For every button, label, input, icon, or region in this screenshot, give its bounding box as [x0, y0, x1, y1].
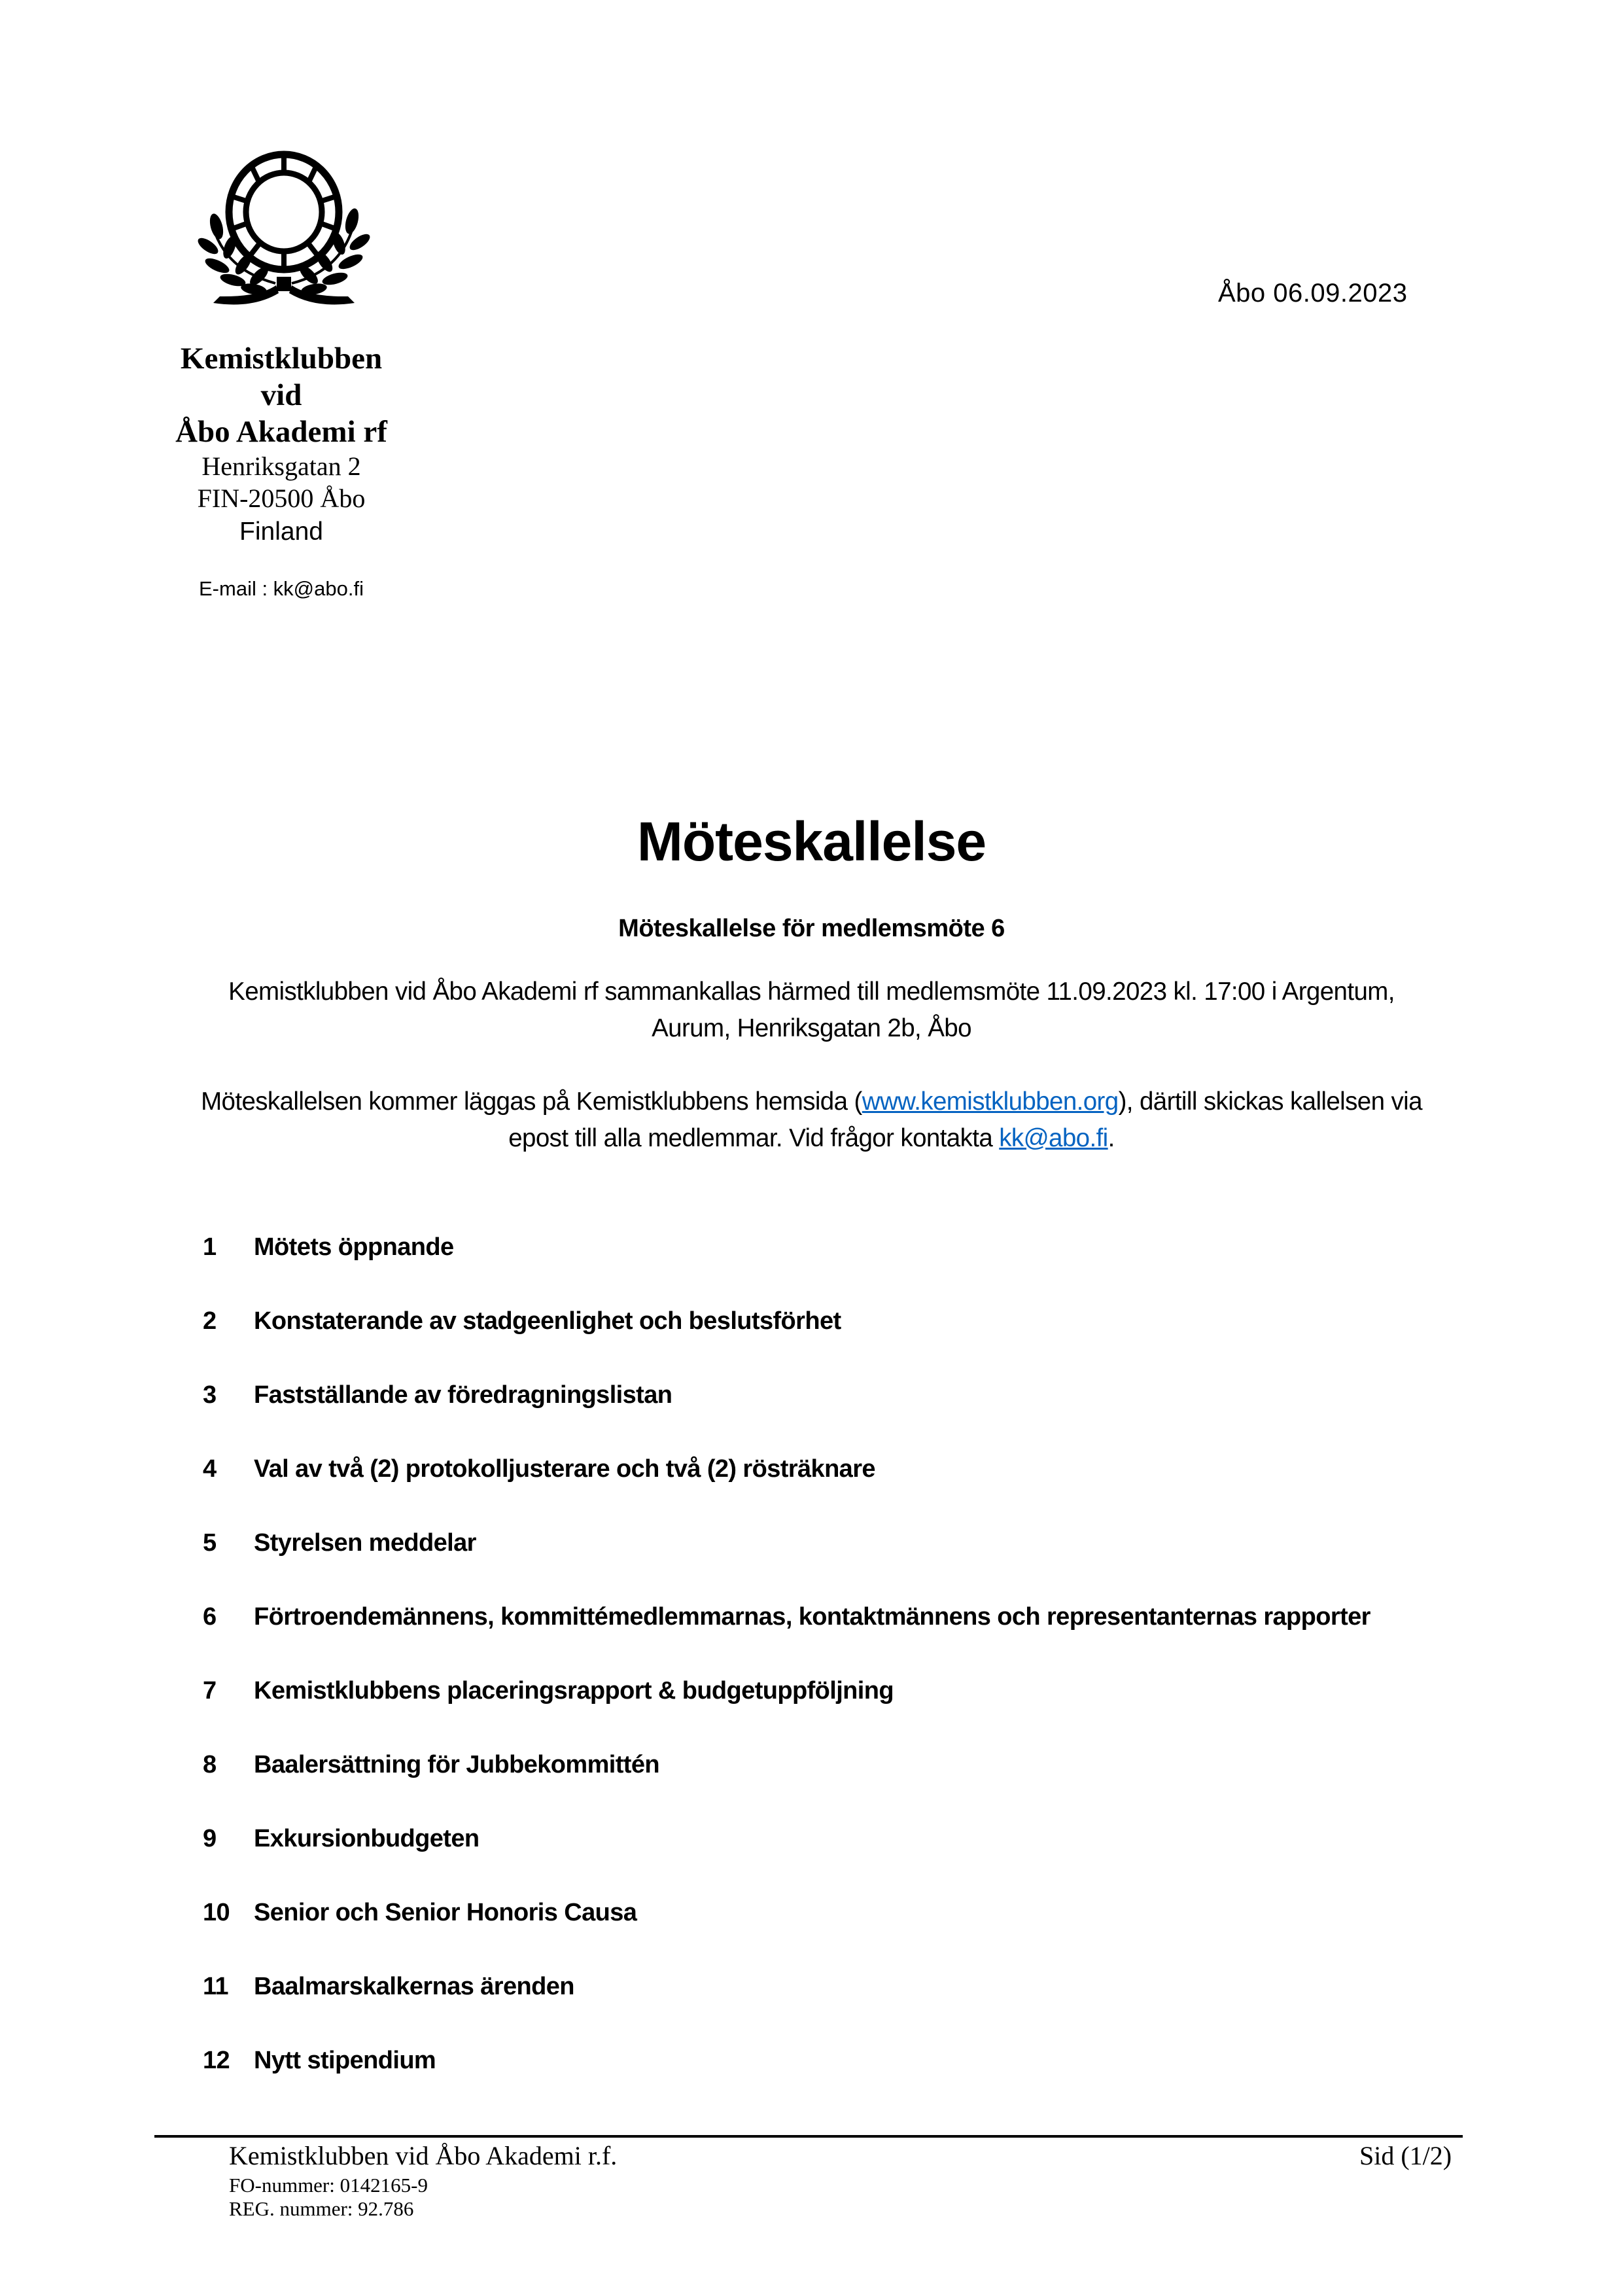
agenda-item-text: Mötets öppnande [254, 1233, 454, 1261]
document-subtitle: Möteskallelse för medlemsmöte 6 [618, 915, 1005, 942]
agenda-item [203, 1377, 1446, 1414]
agenda-item [203, 1229, 1446, 1266]
agenda-item-number: 1 [203, 1233, 217, 1261]
agenda-item-number: 12 [203, 2047, 230, 2074]
agenda-item [203, 1894, 1446, 1932]
agenda-item-number: 8 [203, 1751, 217, 1778]
org-name-line1: Kemistklubben [180, 342, 383, 376]
publication-paragraph [196, 1084, 1427, 1157]
agenda-item-number: 3 [203, 1381, 217, 1409]
agenda-item-number: 2 [203, 1307, 217, 1335]
agenda-item-number: 10 [203, 1899, 230, 1926]
meeting-details-paragraph: Kemistklubben vid Åbo Akademi rf sammankallas härmed till medlemsmöte 11.09.2023 kl. 17:00 i Argentum, Aurum, Henriksgatan 2b, Åbo [228, 978, 1395, 1042]
agenda-item [203, 1303, 1446, 1340]
website-link[interactable]: www.kemistklubben.org [862, 1087, 1119, 1116]
footer-org-name: Kemistklubben vid Åbo Akademi r.f. [229, 2141, 618, 2170]
agenda-item-text: Kemistklubbens placeringsrapport & budgetuppföljning [254, 1677, 894, 1704]
footer-reg-number: REG. nummer: 92.786 [229, 2197, 414, 2220]
agenda-list [203, 1229, 1446, 2116]
agenda-item-number: 7 [203, 1677, 217, 1704]
agenda-item-text: Nytt stipendium [254, 2047, 436, 2074]
agenda-item [203, 2042, 1446, 2079]
footer-fo-number: FO-nummer: 0142165-9 [229, 2174, 428, 2197]
agenda-item-text: Senior och Senior Honoris Causa [254, 1899, 637, 1926]
agenda-item-number: 6 [203, 1603, 217, 1631]
org-name-line2: vid [260, 378, 302, 412]
header-email: E-mail : kk@abo.fi [199, 577, 364, 600]
agenda-item [203, 1598, 1446, 1636]
page-number: Sid (1/2) [1359, 2141, 1452, 2170]
agenda-item-text: Exkursionbudgeten [254, 1825, 480, 1852]
agenda-item-text: Fastställande av föredragningslistan [254, 1381, 672, 1409]
agenda-item [203, 1968, 1446, 2005]
agenda-item [203, 1820, 1446, 1858]
agenda-item [203, 1746, 1446, 1784]
agenda-item-text: Baalersättning för Jubbekommittén [254, 1751, 659, 1778]
agenda-item [203, 1525, 1446, 1562]
club-logo-icon [194, 149, 372, 319]
org-name-line3: Åbo Akademi rf [175, 415, 387, 449]
document-date: Åbo 06.09.2023 [1218, 279, 1408, 308]
document-title: Möteskallelse [637, 811, 986, 872]
agenda-item-number: 4 [203, 1455, 217, 1483]
address-street: Henriksgatan 2 [201, 451, 361, 481]
address-city: FIN-20500 Åbo [197, 484, 366, 513]
agenda-item-number: 9 [203, 1825, 217, 1852]
agenda-item-number: 5 [203, 1529, 217, 1557]
agenda-item-text: Val av två (2) protokolljusterare och två (2) rösträknare [254, 1455, 875, 1483]
agenda-item-text: Baalmarskalkernas ärenden [254, 1973, 574, 2000]
agenda-item-text: Konstaterande av stadgeenlighet och beslutsförhet [254, 1307, 841, 1335]
paragraph-text: . [1108, 1124, 1115, 1152]
organization-header [131, 340, 432, 602]
paragraph-text: Möteskallelsen kommer läggas på Kemistklubbens hemsida ( [201, 1087, 862, 1116]
paragraph-text: ), därtill skickas kallelsen via epost till alla medlemmar. Vid frågor kontakta [508, 1087, 1422, 1152]
address-country: Finland [239, 518, 323, 546]
agenda-item [203, 1451, 1446, 1488]
agenda-item-text: Förtroendemännens, kommittémedlemmarnas, kontaktmännens och representanternas rapporter [254, 1603, 1370, 1631]
footer-divider [154, 2135, 1463, 2138]
email-link[interactable]: kk@abo.fi [999, 1124, 1108, 1152]
agenda-item-number: 11 [203, 1973, 228, 2000]
agenda-item [203, 1672, 1446, 1710]
agenda-item-text: Styrelsen meddelar [254, 1529, 476, 1557]
